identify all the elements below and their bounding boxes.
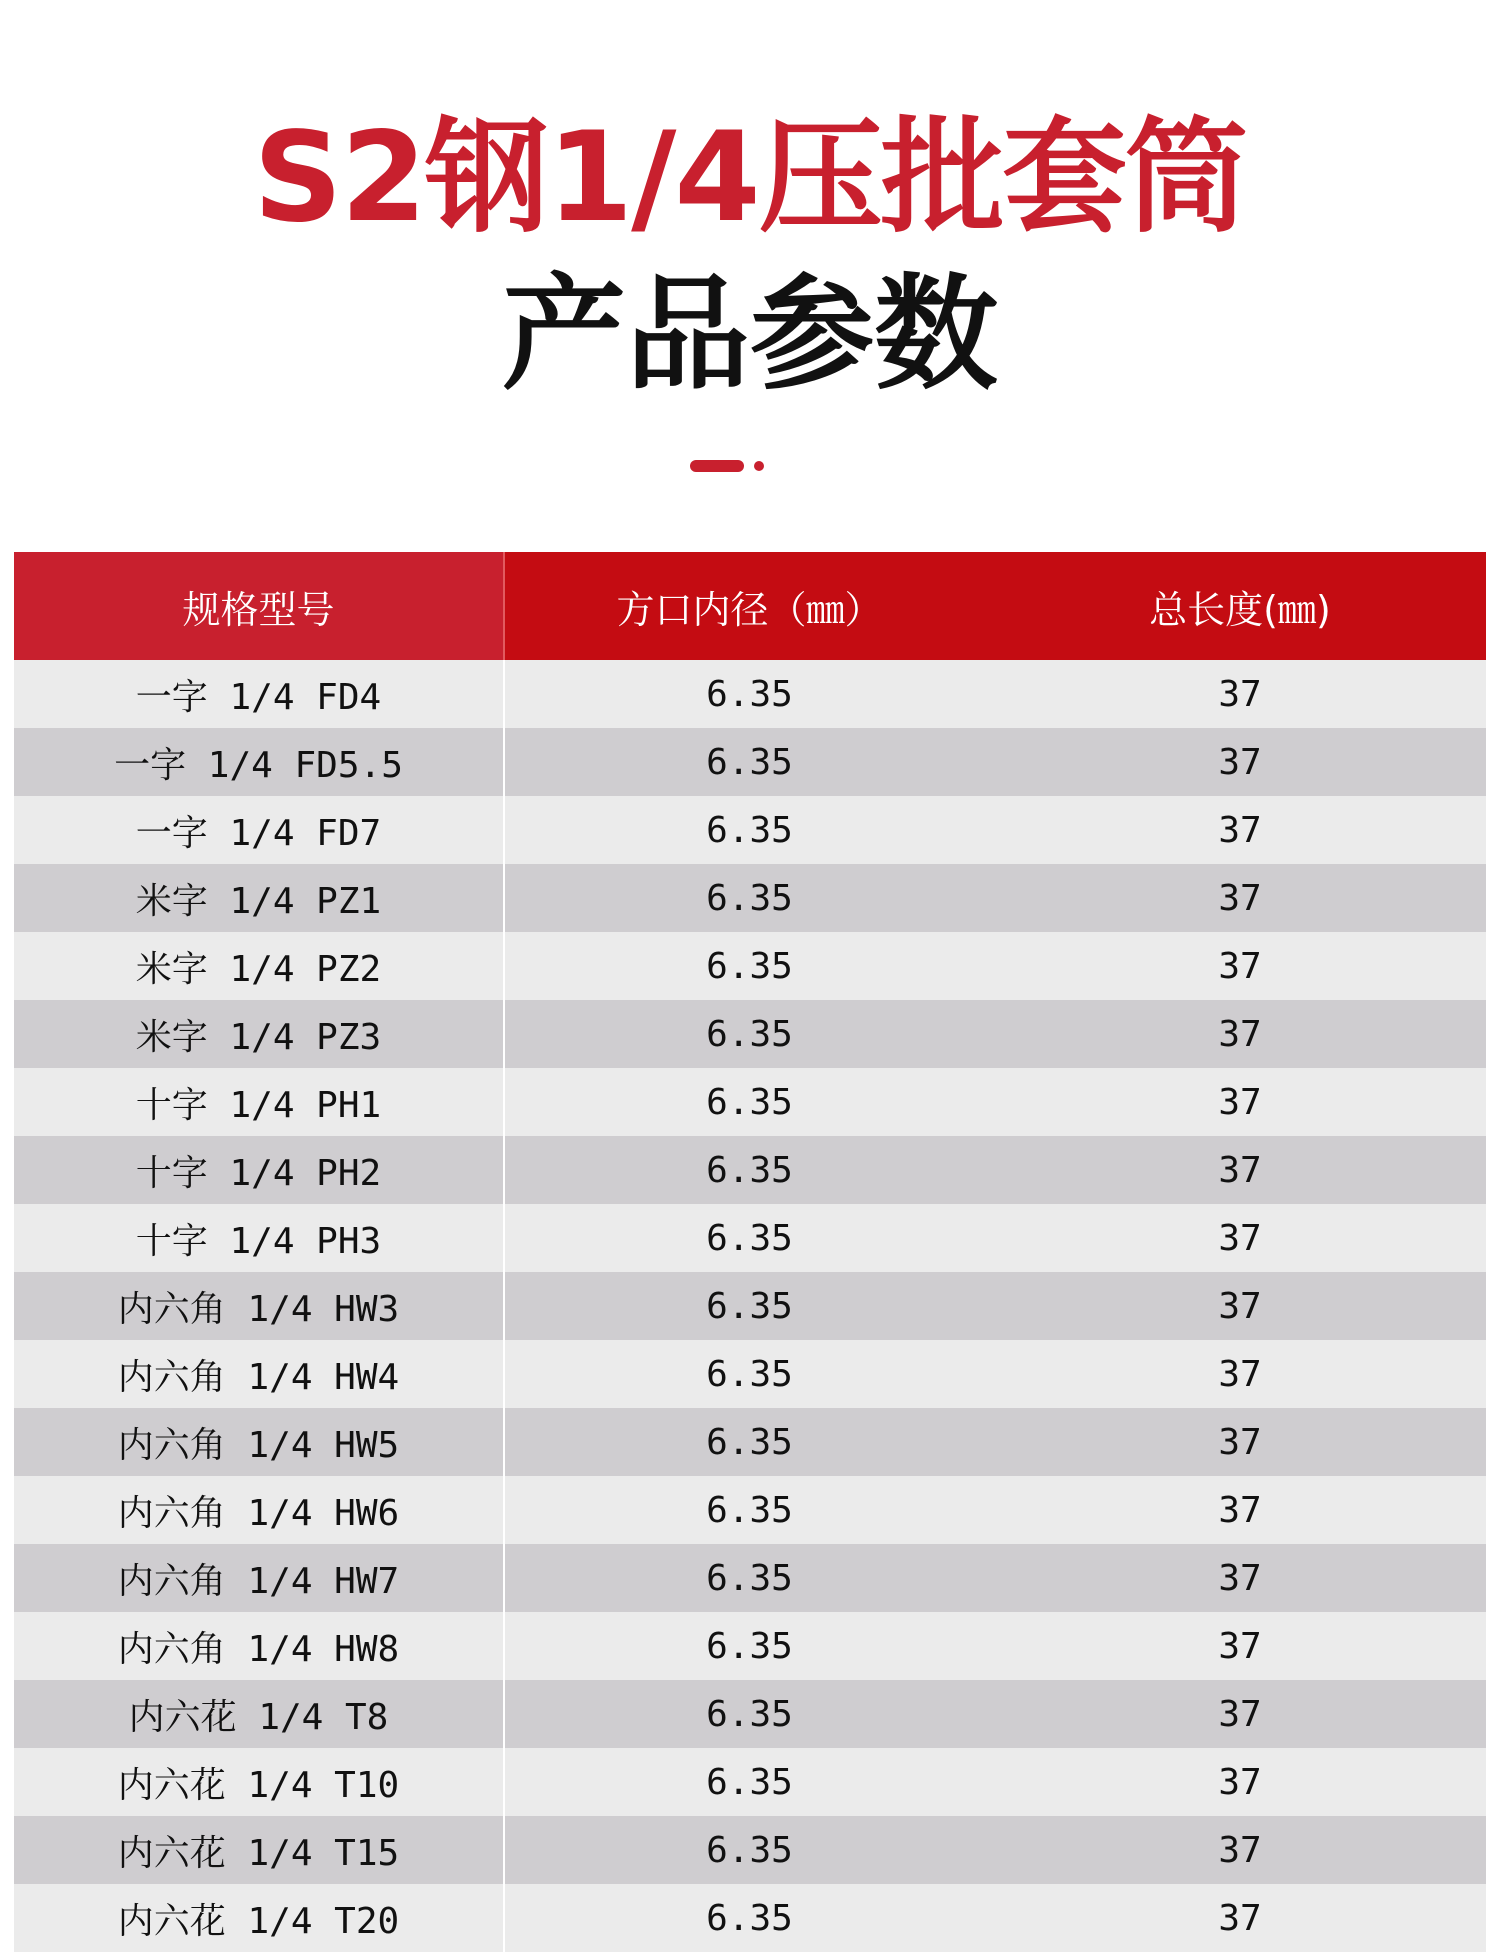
cell-total-length: 37 [994, 1544, 1486, 1612]
cell-inner-diameter: 6.35 [504, 796, 994, 864]
cell-model: 一字 1/4 FD7 [14, 796, 504, 864]
cell-model: 内六角 1/4 HW5 [14, 1408, 504, 1476]
cell-inner-diameter: 6.35 [504, 932, 994, 1000]
cell-model: 内六角 1/4 HW8 [14, 1612, 504, 1680]
cell-total-length: 37 [994, 660, 1486, 728]
cell-inner-diameter: 6.35 [504, 1544, 994, 1612]
header-inner-diameter: 方口内径（㎜） [504, 552, 994, 660]
table-row [14, 1136, 1486, 1204]
cell-inner-diameter: 6.35 [504, 1340, 994, 1408]
cell-model: 内六花 1/4 T8 [14, 1680, 504, 1748]
table-row [14, 728, 1486, 796]
header-model: 规格型号 [14, 552, 504, 660]
cell-total-length: 37 [994, 1272, 1486, 1340]
table-row [14, 932, 1486, 1000]
cell-inner-diameter: 6.35 [504, 1884, 994, 1952]
cell-total-length: 37 [994, 1068, 1486, 1136]
cell-total-length: 37 [994, 728, 1486, 796]
cell-model: 内六花 1/4 T15 [14, 1816, 504, 1884]
table-row [14, 1068, 1486, 1136]
cell-total-length: 37 [994, 1884, 1486, 1952]
cell-total-length: 37 [994, 1612, 1486, 1680]
cell-total-length: 37 [994, 1136, 1486, 1204]
cell-total-length: 37 [994, 864, 1486, 932]
cell-inner-diameter: 6.35 [504, 1068, 994, 1136]
cell-inner-diameter: 6.35 [504, 1748, 994, 1816]
cell-model: 一字 1/4 FD5.5 [14, 728, 504, 796]
section-title: 产品参数 [501, 263, 998, 407]
cell-model: 内六角 1/4 HW7 [14, 1544, 504, 1612]
cell-model: 内六花 1/4 T10 [14, 1748, 504, 1816]
divider-dot [754, 461, 764, 471]
table-row [14, 1612, 1486, 1680]
table-row [14, 796, 1486, 864]
cell-total-length: 37 [994, 1816, 1486, 1884]
cell-inner-diameter: 6.35 [504, 1680, 994, 1748]
cell-model: 一字 1/4 FD4 [14, 660, 504, 728]
cell-inner-diameter: 6.35 [504, 1272, 994, 1340]
cell-inner-diameter: 6.35 [504, 1816, 994, 1884]
cell-inner-diameter: 6.35 [504, 1000, 994, 1068]
cell-inner-diameter: 6.35 [504, 1408, 994, 1476]
cell-inner-diameter: 6.35 [504, 1612, 994, 1680]
cell-inner-diameter: 6.35 [504, 1136, 994, 1204]
cell-total-length: 37 [994, 1680, 1486, 1748]
cell-model: 十字 1/4 PH3 [14, 1204, 504, 1272]
cell-total-length: 37 [994, 932, 1486, 1000]
table-row [14, 864, 1486, 932]
table-row [14, 1340, 1486, 1408]
cell-model: 内六角 1/4 HW3 [14, 1272, 504, 1340]
table-row [14, 660, 1486, 728]
cell-total-length: 37 [994, 1000, 1486, 1068]
cell-model: 十字 1/4 PH2 [14, 1136, 504, 1204]
spec-table [14, 552, 1487, 1952]
cell-model: 米字 1/4 PZ2 [14, 932, 504, 1000]
table-header-row [14, 552, 1486, 660]
table-body [14, 660, 1486, 1952]
cell-inner-diameter: 6.35 [504, 1204, 994, 1272]
cell-total-length: 37 [994, 796, 1486, 864]
cell-model: 内六角 1/4 HW6 [14, 1476, 504, 1544]
table-row [14, 1000, 1486, 1068]
product-title: S2钢1/4压批套筒 [253, 106, 1247, 250]
table-row [14, 1408, 1486, 1476]
table-row [14, 1816, 1486, 1884]
table-row [14, 1272, 1486, 1340]
cell-total-length: 37 [994, 1408, 1486, 1476]
cell-model: 米字 1/4 PZ1 [14, 864, 504, 932]
cell-total-length: 37 [994, 1748, 1486, 1816]
cell-total-length: 37 [994, 1476, 1486, 1544]
table-row [14, 1204, 1486, 1272]
cell-inner-diameter: 6.35 [504, 728, 994, 796]
cell-inner-diameter: 6.35 [504, 1476, 994, 1544]
cell-model: 十字 1/4 PH1 [14, 1068, 504, 1136]
table-row [14, 1680, 1486, 1748]
cell-total-length: 37 [994, 1340, 1486, 1408]
cell-inner-diameter: 6.35 [504, 660, 994, 728]
header-total-length: 总长度(㎜) [994, 552, 1486, 660]
table-row [14, 1884, 1486, 1952]
divider-dash [690, 460, 744, 472]
table-row [14, 1476, 1486, 1544]
title-divider [690, 460, 770, 472]
cell-inner-diameter: 6.35 [504, 864, 994, 932]
cell-model: 内六花 1/4 T20 [14, 1884, 504, 1952]
table-row [14, 1544, 1486, 1612]
table-row [14, 1748, 1486, 1816]
cell-model: 米字 1/4 PZ3 [14, 1000, 504, 1068]
cell-total-length: 37 [994, 1204, 1486, 1272]
cell-model: 内六角 1/4 HW4 [14, 1340, 504, 1408]
